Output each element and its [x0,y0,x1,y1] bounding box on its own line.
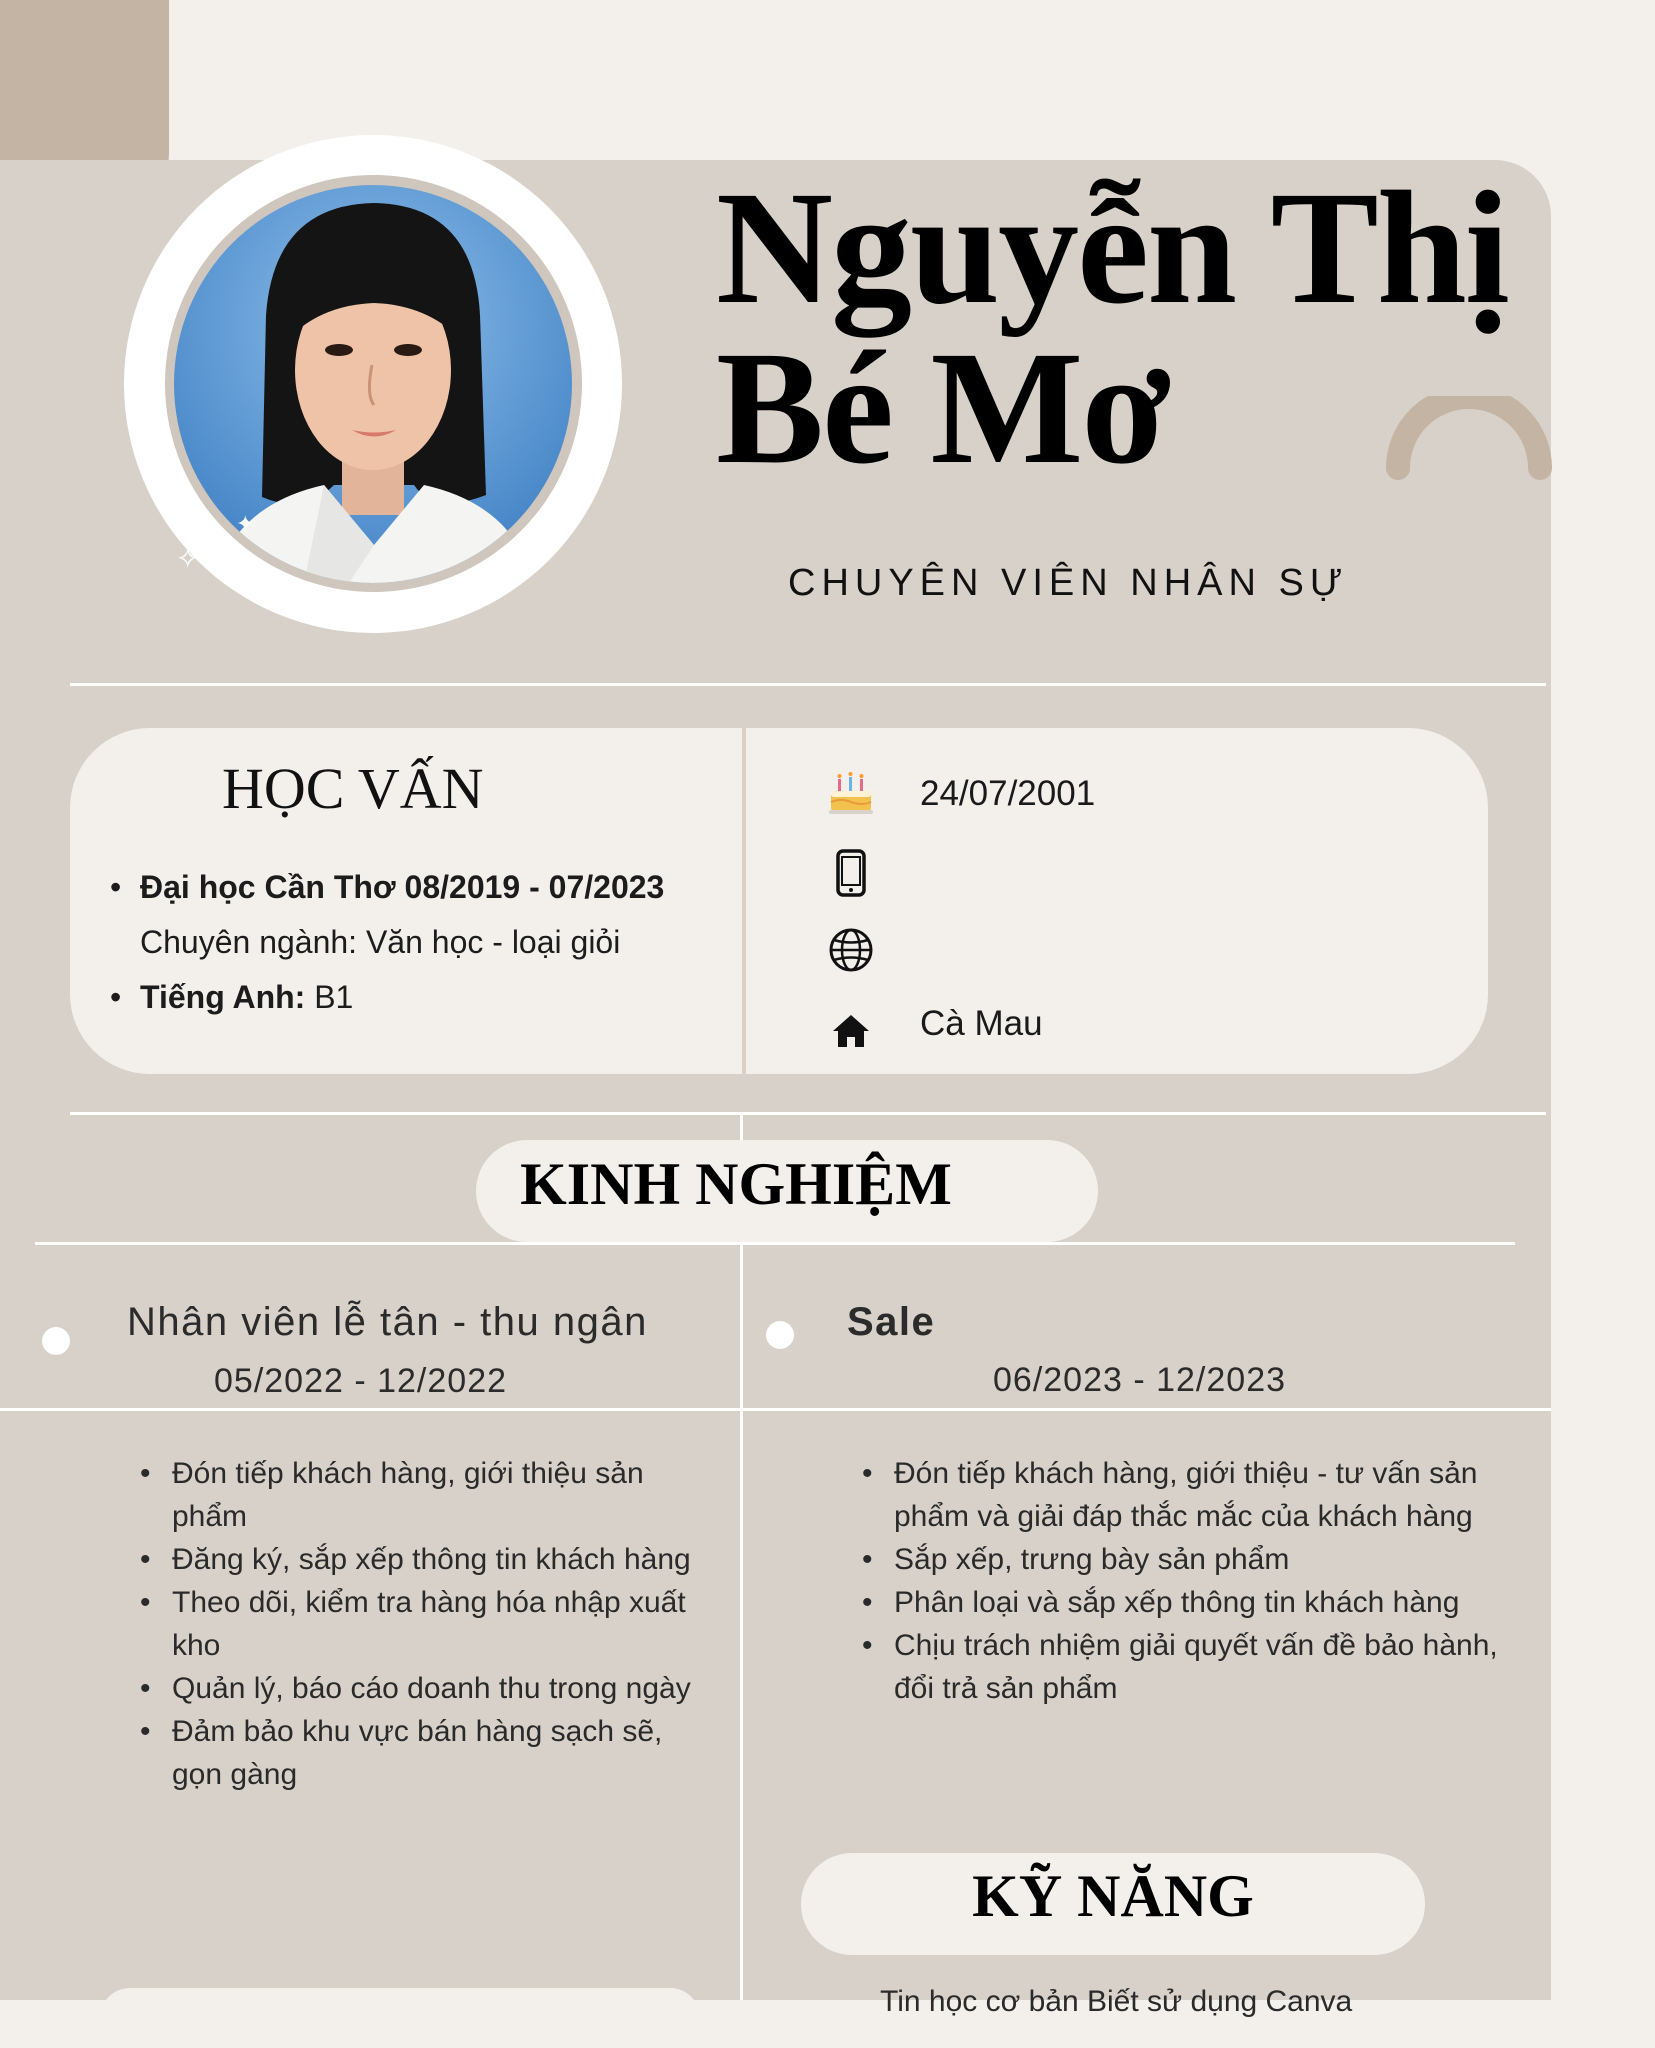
address-text: Cà Mau [920,1004,1043,1043]
duty-item: • Phân loại và sắp xếp thông tin khách hàng [862,1581,1502,1624]
divider [0,1408,1551,1411]
birthday-text: 24/07/2001 [920,774,1096,813]
full-name-line-2: Bé Mơ [716,319,1170,498]
skills-heading: KỸ NĂNG [972,1863,1254,1929]
skills-text: Tin học cơ bản Biết sử dụng Canva [880,1985,1353,2018]
home-icon [826,1006,876,1056]
job-duties-list [862,1452,1502,1710]
sparkle-icon: ✦ [236,511,255,536]
education-item: Chuyên ngành: Văn học - loại giỏi [140,924,621,960]
timeline-dot [766,1321,794,1349]
globe-icon [826,925,876,975]
column-divider [740,1112,743,2000]
duty-item: • Theo dõi, kiểm tra hàng hóa nhập xuất kho [140,1581,700,1667]
education-item: • Tiếng Anh: B1 [110,970,750,1025]
duty-item: • Đăng ký, sắp xếp thông tin khách hàng [140,1538,700,1581]
full-name-line-1: Nguyễn Thị [716,159,1508,338]
experience-heading: KINH NGHIỆM [520,1151,952,1217]
sparkle-icon: ✧ [176,543,200,574]
education-heading: HỌC VẤN [222,756,484,821]
duty-item: • Quản lý, báo cáo doanh thu trong ngày [140,1667,700,1710]
job-title: CHUYÊN VIÊN NHÂN SỰ [788,562,1349,604]
education-item: • Đại học Cần Thơ 08/2019 - 07/2023 [110,860,750,915]
birthday-cake-icon [826,768,876,818]
job-name: Nhân viên lễ tân - thu ngân [127,1300,648,1344]
phone-icon [826,848,876,898]
arch-decoration [1386,396,1552,480]
divider [70,683,1546,686]
duty-item: • Chịu trách nhiệm giải quyết vấn đề bảo hành, đổi trả sản phẩm [862,1624,1502,1710]
divider [70,1112,1546,1115]
duty-item: • Đảm bảo khu vực bán hàng sạch sẽ, gọn gàng [140,1710,700,1796]
education-list [110,860,750,1025]
job-duties-list [140,1452,700,1796]
duty-item: • Đón tiếp khách hàng, giới thiệu - tư vấn sản phẩm và giải đáp thắc mắc của khách hàng [862,1452,1502,1538]
section-heading-pill [100,1988,700,2048]
timeline-dot [42,1327,70,1355]
divider [35,1242,1515,1245]
profile-photo [174,185,572,583]
portrait-illustration [174,185,572,583]
duty-item: • Sắp xếp, trưng bày sản phẩm [862,1538,1502,1581]
job-date: 05/2022 - 12/2022 [214,1362,508,1400]
job-date: 06/2023 - 12/2023 [993,1361,1287,1399]
duty-item: • Đón tiếp khách hàng, giới thiệu sản phẩm [140,1452,700,1538]
job-name: Sale [847,1300,936,1344]
